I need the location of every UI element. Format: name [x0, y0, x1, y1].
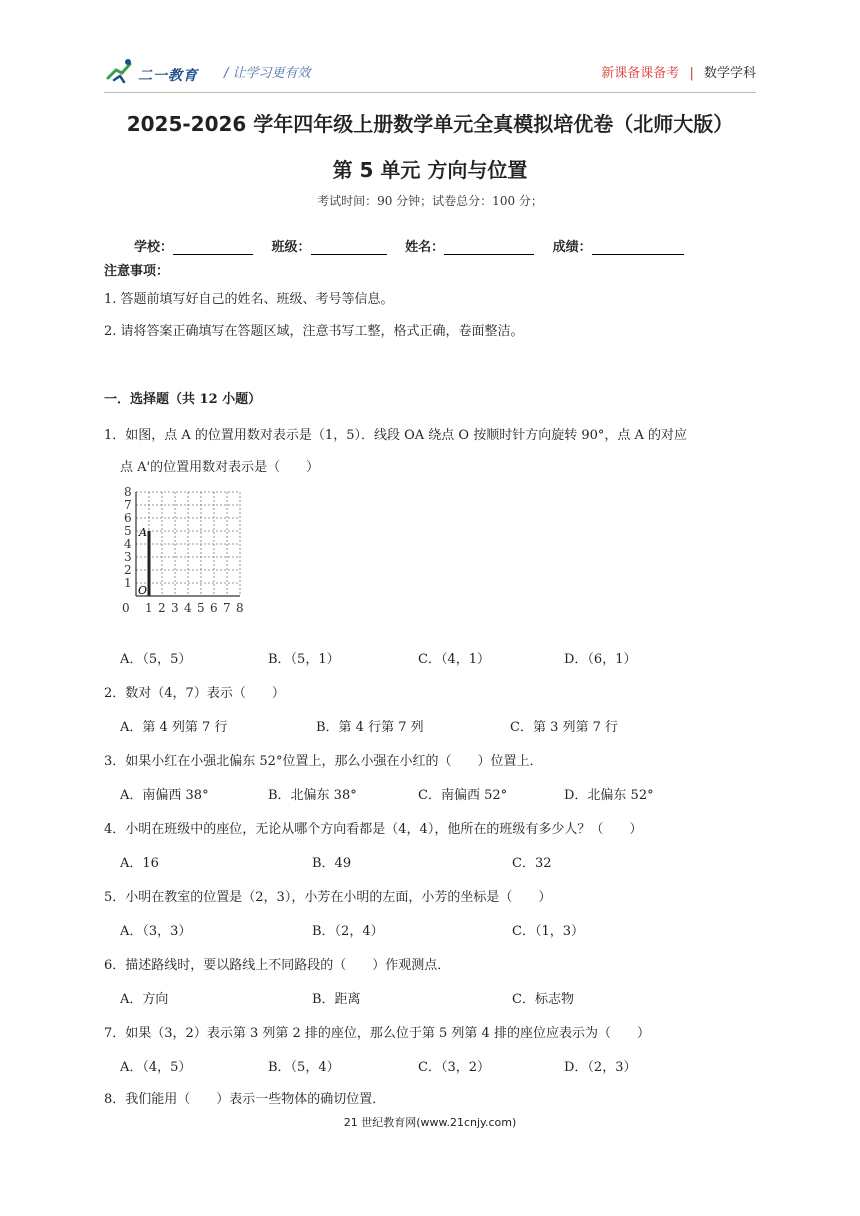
section-title: 一．选择题（共 12 小题）: [104, 392, 262, 407]
question-4: 4．小明在班级中的座位，无论从哪个方向看都是（4，4），他所在的班级有多少人？（ ）: [104, 822, 643, 837]
field-name-label: 姓名：: [405, 240, 445, 255]
x-tick-label: 0: [122, 601, 130, 615]
point-O-label: O: [138, 584, 148, 597]
header-separator: |: [689, 66, 694, 81]
x-tick-label: 1: [145, 601, 153, 615]
question-7: 7．如果（3，2）表示第 3 列第 2 排的座位，那么位于第 5 列第 4 排的座位应表示为（ ）: [104, 1026, 650, 1041]
x-tick-label: 2: [158, 601, 166, 615]
x-tick-label: 6: [210, 601, 218, 615]
header-subject: 数学学科: [703, 66, 756, 81]
option[interactable]: B．（5，4）: [268, 1060, 340, 1075]
question-8: 8．我们能用（ ）表示一些物体的确切位置．: [104, 1092, 386, 1107]
option[interactable]: B．49: [312, 856, 352, 871]
x-tick-label: 3: [171, 601, 179, 615]
logo-text: 二一教育: [138, 68, 198, 84]
notice-item: 2. 请将答案正确填写在答题区域，注意书写工整，格式正确，卷面整洁。: [104, 324, 524, 339]
option[interactable]: C．第 3 列第 7 行: [510, 720, 619, 735]
slogan: / 让学习更有效: [224, 66, 311, 81]
field-class-line[interactable]: [311, 240, 387, 255]
option[interactable]: B．（5，1）: [268, 652, 340, 667]
option[interactable]: C．南偏西 52°: [418, 788, 508, 803]
logo: [104, 56, 212, 90]
notice-item: 1. 答题前填写好自己的姓名、班级、考号等信息。: [104, 292, 394, 307]
option[interactable]: C．标志物: [512, 992, 574, 1007]
exam-info: 考试时间：90 分钟；试卷总分：100 分；: [317, 194, 543, 208]
question-3: 3．如果小红在小强北偏东 52°位置上，那么小强在小红的（ ）位置上．: [104, 754, 543, 769]
option[interactable]: B．距离: [312, 992, 361, 1007]
page-footer: 21 世纪教育网(www.21cnjy.com): [343, 1116, 517, 1129]
question-6: 6．描述路线时，要以路线上不同路段的（ ）作观测点．: [104, 958, 451, 973]
y-tick-label: 8: [124, 485, 132, 499]
runner-logo-icon: [104, 56, 138, 86]
question-1-line2: 点 A'的位置用数对表示是（ ）: [120, 460, 320, 475]
x-tick-label: 5: [197, 601, 205, 615]
option[interactable]: D．（6，1）: [564, 652, 637, 667]
option[interactable]: C．32: [512, 856, 552, 871]
question-2: 2．数对（4，7）表示（ ）: [104, 686, 285, 701]
field-name-line[interactable]: [444, 240, 534, 255]
field-school-label: 学校：: [134, 240, 174, 255]
option[interactable]: A．南偏西 38°: [120, 788, 209, 803]
page-title: 2025-2026 学年四年级上册数学单元全真模拟培优卷（北师大版）: [126, 112, 734, 136]
header-right-text: 新课备课备考: [601, 66, 680, 81]
option[interactable]: A．（3，3）: [120, 924, 192, 939]
option[interactable]: B．北偏东 38°: [268, 788, 357, 803]
header-divider: [104, 92, 756, 93]
option[interactable]: D．（2，3）: [564, 1060, 637, 1075]
option[interactable]: B．第 4 行第 7 列: [316, 720, 424, 735]
y-tick-label: 4: [124, 537, 132, 551]
option[interactable]: C．（3，2）: [418, 1060, 490, 1075]
x-tick-label: 4: [184, 601, 192, 615]
option[interactable]: A．（5，5）: [120, 652, 192, 667]
student-info-fields: [134, 236, 698, 255]
field-score-label: 成绩：: [552, 240, 592, 255]
x-tick-label: 7: [223, 601, 231, 615]
y-tick-label: 7: [124, 498, 132, 512]
y-tick-label: 3: [124, 550, 132, 564]
option[interactable]: A．第 4 列第 7 行: [120, 720, 228, 735]
option[interactable]: A．（4，5）: [120, 1060, 192, 1075]
option[interactable]: D．北偏东 52°: [564, 788, 654, 803]
point-A-label: A: [139, 526, 147, 539]
y-tick-label: 2: [124, 563, 132, 577]
option[interactable]: A．方向: [120, 992, 169, 1007]
field-class-label: 班级：: [271, 240, 311, 255]
page-subtitle: 第 5 单元 方向与位置: [332, 158, 528, 182]
x-tick-label: 8: [236, 601, 244, 615]
y-tick-label: 1: [124, 576, 132, 590]
field-school-line[interactable]: [173, 240, 253, 255]
page-header: [104, 56, 756, 92]
question-5: 5．小明在教室的位置是（2，3），小芳在小明的左面，小芳的坐标是（ ）: [104, 890, 552, 905]
option[interactable]: C．（4，1）: [418, 652, 490, 667]
field-score-line[interactable]: [592, 240, 684, 255]
grid-lines: [136, 492, 240, 596]
notice-title: 注意事项：: [104, 264, 170, 279]
option[interactable]: C．（1，3）: [512, 924, 584, 939]
y-tick-label: 6: [124, 511, 132, 525]
question-1-line1: 1．如图，点 A 的位置用数对表示是（1，5）．线段 OA 绕点 O 按顺时针方向旋转 90°，点 A 的对应: [104, 428, 688, 443]
header-right: [601, 62, 756, 81]
option[interactable]: B．（2，4）: [312, 924, 384, 939]
y-tick-label: 5: [124, 524, 132, 538]
option[interactable]: A．16: [120, 856, 159, 871]
coordinate-grid-figure: [118, 484, 258, 626]
